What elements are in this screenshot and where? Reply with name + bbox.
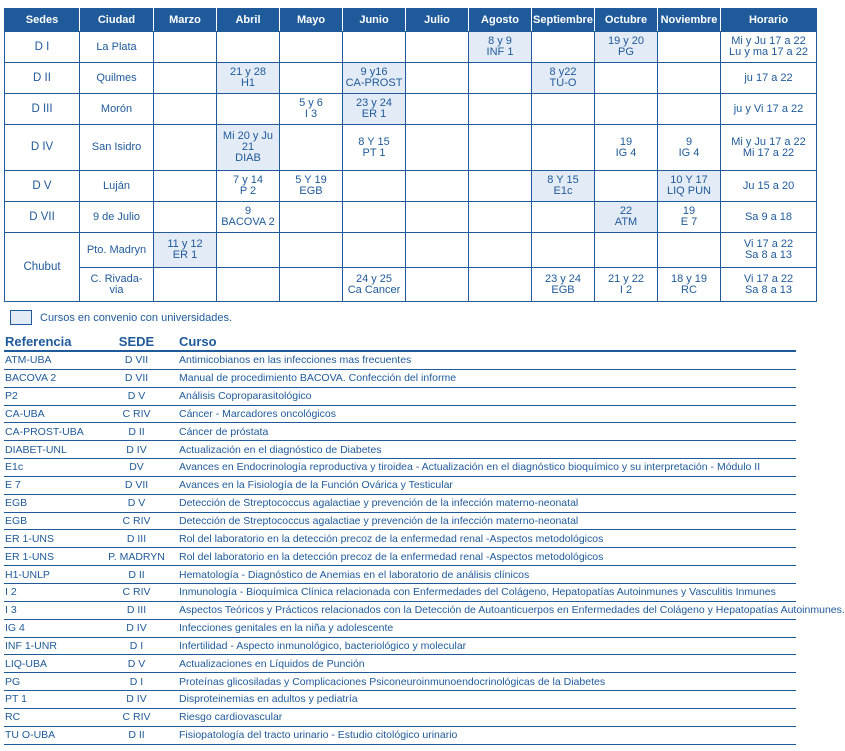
- ref-cell: PT 1: [4, 691, 94, 709]
- month-cell: [343, 233, 406, 268]
- ref-cell: D II: [94, 566, 178, 584]
- column-header: Mayo: [280, 9, 343, 32]
- month-cell: [595, 268, 658, 302]
- cell-line: 23 y 24: [544, 272, 582, 285]
- ref-row: [4, 476, 796, 494]
- ref-cell: D VII: [94, 369, 178, 387]
- ref-row: [4, 708, 796, 726]
- ref-header: Curso: [178, 332, 796, 351]
- ref-cell: DIABET-UNL: [4, 441, 94, 459]
- cell-line: Mi y Ju 17 a 22: [731, 35, 806, 47]
- ref-cell: Detección de Streptococcus agalactiae y prevención de la infección materno-neonatal: [178, 494, 796, 512]
- cell-line: Ca Cancer: [347, 283, 401, 296]
- ref-row: [4, 619, 796, 637]
- ref-cell: INF 1-UNR: [4, 637, 94, 655]
- month-cell: [280, 268, 343, 302]
- cell-line: 9: [244, 205, 252, 217]
- ref-cell: C RIV: [94, 405, 178, 423]
- ref-cell: Análisis Coproparasitológico: [178, 387, 796, 405]
- cell-line: Vi 17 a 22: [743, 272, 794, 285]
- column-header: Junio: [343, 9, 406, 32]
- ref-cell: I 2: [4, 583, 94, 601]
- ref-row: [4, 726, 796, 744]
- cell-line: San Isidro: [91, 141, 142, 153]
- references-table: [4, 332, 845, 745]
- cell-line: 19: [619, 135, 633, 148]
- legend: [10, 309, 232, 326]
- cell-line: ER 1: [361, 108, 387, 120]
- ref-row: [4, 423, 796, 441]
- column-header: Sedes: [5, 9, 80, 32]
- ref-cell: D III: [94, 530, 178, 548]
- legend-label: Cursos en convenio con universidades.: [40, 311, 233, 324]
- cell-line: EGB: [299, 185, 323, 197]
- horario-cell: [721, 63, 817, 94]
- ref-header: SEDE: [94, 332, 178, 351]
- month-cell: [343, 202, 406, 233]
- ref-cell: EGB: [4, 512, 94, 530]
- month-cell: [595, 202, 658, 233]
- ref-cell: Proteínas glicosiladas y Complicaciones Psiconeuroinmunoendocrinológicas de la Diabetes: [178, 673, 796, 691]
- month-cell: [280, 63, 343, 94]
- cell-line: La Plata: [96, 40, 137, 53]
- month-cell: [154, 268, 217, 302]
- month-cell: [595, 32, 658, 63]
- month-cell: [658, 171, 721, 202]
- cell-line: ER 1: [172, 249, 198, 261]
- month-cell: [154, 233, 217, 268]
- ref-row: [4, 548, 796, 566]
- ref-cell: Avances en la Fisiología de la Función Ovárica y Testicular: [178, 476, 796, 494]
- ref-cell: CA-PROST-UBA: [4, 423, 94, 441]
- ref-row: [4, 512, 796, 530]
- cell-line: RC: [681, 283, 697, 296]
- ref-cell: Disproteinemias en adultos y pediatría: [178, 691, 796, 709]
- cell-line: 7 y 14: [233, 174, 263, 186]
- month-cell: [469, 63, 532, 94]
- cell-line: ATM: [614, 216, 638, 228]
- cell-line: 11 y 12: [167, 238, 203, 250]
- month-cell: [217, 171, 280, 202]
- month-cell: [595, 125, 658, 171]
- schedule-row: [5, 94, 817, 125]
- cell-line: 10 Y 17: [670, 174, 708, 186]
- cell-line: 9: [685, 135, 693, 148]
- cell-line: CA-PROST: [345, 77, 403, 89]
- schedule-row: [5, 63, 817, 94]
- month-cell: [343, 63, 406, 94]
- month-cell: [469, 125, 532, 171]
- ref-cell: D V: [94, 655, 178, 673]
- month-cell: [343, 32, 406, 63]
- cell-line: Morón: [100, 102, 133, 115]
- ref-cell: C RIV: [94, 512, 178, 530]
- month-cell: [406, 202, 469, 233]
- cell-line: IG 4: [615, 146, 637, 159]
- month-cell: [658, 233, 721, 268]
- month-cell: [532, 202, 595, 233]
- ref-cell: LIQ-UBA: [4, 655, 94, 673]
- cell-line: via: [109, 283, 124, 296]
- cell-line: 9 y16: [360, 66, 388, 78]
- month-cell: [280, 202, 343, 233]
- month-cell: [595, 233, 658, 268]
- ref-cell: Fisiopatología del tracto urinario - Estudio citológico urinario: [178, 726, 796, 744]
- ref-row: [4, 530, 796, 548]
- cell-line: BACOVA 2: [221, 216, 275, 228]
- cell-line: Sa 8 a 13: [744, 283, 793, 296]
- schedule-row: [5, 32, 817, 63]
- ref-cell: E1c: [4, 459, 94, 477]
- ref-row: [4, 459, 796, 477]
- cell-line: Quilmes: [96, 71, 137, 84]
- month-cell: [658, 32, 721, 63]
- ciudad-cell: [80, 202, 154, 233]
- ref-cell: PG: [4, 673, 94, 691]
- sede-cell: D IV: [5, 125, 80, 171]
- ref-cell: D IV: [94, 691, 178, 709]
- ref-cell: P2: [4, 387, 94, 405]
- horario-cell: [721, 94, 817, 125]
- cell-line: I 3: [304, 108, 318, 120]
- ref-cell: D VII: [94, 476, 178, 494]
- month-cell: [406, 125, 469, 171]
- sede-cell: Chubut: [5, 233, 80, 302]
- ref-cell: ATM-UBA: [4, 351, 94, 369]
- month-cell: [532, 233, 595, 268]
- schedule-row: [5, 233, 817, 268]
- ref-cell: D III: [94, 601, 178, 619]
- ciudad-cell: [80, 125, 154, 171]
- month-cell: [469, 233, 532, 268]
- month-cell: [469, 171, 532, 202]
- ref-cell: Actualizaciones en Líquidos de Punción: [178, 655, 796, 673]
- cell-line: Mi 17 a 22: [742, 146, 795, 159]
- cell-line: 9 de Julio: [92, 210, 141, 223]
- month-cell: [595, 63, 658, 94]
- ref-cell: C RIV: [94, 583, 178, 601]
- column-header: Ciudad: [80, 9, 154, 32]
- ref-cell: TU O-UBA: [4, 726, 94, 744]
- month-cell: [154, 171, 217, 202]
- ref-cell: E 7: [4, 476, 94, 494]
- cell-line: Mi 20 y Ju: [222, 130, 274, 142]
- cell-line: Vi 17 a 22: [743, 238, 794, 250]
- ref-cell: D I: [94, 673, 178, 691]
- cell-line: 24 y 25: [355, 272, 393, 285]
- ref-cell: IG 4: [4, 619, 94, 637]
- month-cell: [343, 268, 406, 302]
- month-cell: [217, 94, 280, 125]
- month-cell: [280, 94, 343, 125]
- cell-line: ju y Vi 17 a 22: [733, 102, 804, 115]
- ref-row: [4, 691, 796, 709]
- month-cell: [343, 171, 406, 202]
- ref-row: [4, 405, 796, 423]
- ref-cell: EGB: [4, 494, 94, 512]
- cell-line: E1c: [553, 185, 573, 197]
- legend-swatch: [10, 310, 32, 325]
- ref-cell: Cáncer de próstata: [178, 423, 796, 441]
- ref-cell: C RIV: [94, 708, 178, 726]
- schedule-row: [5, 171, 817, 202]
- ref-row: [4, 601, 796, 619]
- month-cell: [532, 125, 595, 171]
- ref-cell: BACOVA 2: [4, 369, 94, 387]
- month-cell: [280, 171, 343, 202]
- horario-cell: [721, 233, 817, 268]
- ref-row: [4, 566, 796, 584]
- cell-line: 5 y 6: [299, 97, 323, 109]
- cell-line: Luján: [103, 179, 130, 192]
- column-header: Agosto: [469, 9, 532, 32]
- horario-cell: [721, 202, 817, 233]
- month-cell: [658, 268, 721, 302]
- column-header: Abril: [217, 9, 280, 32]
- schedule-header-row: [5, 9, 817, 32]
- month-cell: [217, 202, 280, 233]
- ref-cell: CA-UBA: [4, 405, 94, 423]
- month-cell: [343, 125, 406, 171]
- cell-line: 21 y 22: [607, 272, 645, 285]
- month-cell: [469, 268, 532, 302]
- cell-line: H1: [240, 77, 256, 89]
- ref-row: [4, 637, 796, 655]
- cell-line: 8 y 9: [488, 35, 512, 47]
- ref-cell: Rol del laboratorio en la detección precoz de la enfermedad renal -Aspectos metodológicos: [178, 530, 796, 548]
- month-cell: [469, 32, 532, 63]
- horario-cell: [721, 125, 817, 171]
- sede-cell: D V: [5, 171, 80, 202]
- sede-cell: D I: [5, 32, 80, 63]
- ref-row: [4, 441, 796, 459]
- ref-cell: Inmunología - Bioquímica Clínica relacionada con Enfermedades del Colágeno, Hepatopatías Autoinmunes y Vasculitis Inmunes: [178, 583, 796, 601]
- ref-cell: D I: [94, 637, 178, 655]
- cell-line: 8 y22: [549, 66, 577, 78]
- ref-header: Referencia: [4, 332, 94, 351]
- cell-line: INF 1: [486, 46, 514, 58]
- month-cell: [658, 125, 721, 171]
- cell-line: 8 Y 15: [547, 174, 579, 186]
- ref-cell: D II: [94, 726, 178, 744]
- cell-line: 5 Y 19: [295, 174, 327, 186]
- cell-line: E 7: [680, 216, 698, 228]
- ref-cell: D V: [94, 494, 178, 512]
- ciudad-cell: [80, 32, 154, 63]
- month-cell: [406, 94, 469, 125]
- ref-cell: Antimicobianos en las infecciones mas frecuentes: [178, 351, 796, 369]
- column-header: Marzo: [154, 9, 217, 32]
- cell-line: Mi y Ju 17 a 22: [731, 135, 806, 148]
- ref-cell: Infecciones genitales en la niña y adolescente: [178, 619, 796, 637]
- month-cell: [658, 94, 721, 125]
- column-header: Horario: [721, 9, 817, 32]
- ref-cell: Detección de Streptococcus agalactiae y prevención de la infección materno-neonatal: [178, 512, 796, 530]
- sede-cell: D VII: [5, 202, 80, 233]
- horario-cell: [721, 268, 817, 302]
- cell-line: Lu y ma 17 a 22: [729, 46, 808, 58]
- cell-line: PT 1: [362, 146, 386, 159]
- month-cell: [469, 202, 532, 233]
- ciudad-cell: [80, 94, 154, 125]
- references-header-row: [4, 332, 796, 351]
- month-cell: [532, 171, 595, 202]
- ciudad-cell: [80, 233, 154, 268]
- ref-cell: ER 1-UNS: [4, 548, 94, 566]
- schedule-table: [4, 8, 817, 302]
- ref-row: [4, 583, 796, 601]
- month-cell: [658, 63, 721, 94]
- cell-line: IG 4: [678, 146, 700, 159]
- month-cell: [154, 32, 217, 63]
- cell-line: PG: [618, 46, 634, 58]
- month-cell: [154, 202, 217, 233]
- ref-cell: Avances en Endocrinología reproductiva y tiroidea - Actualización en el diagnóstico bioquímico y su interpretación - Módulo II: [178, 459, 796, 477]
- cell-line: EGB: [551, 283, 575, 296]
- cell-line: Sa 8 a 13: [744, 249, 793, 261]
- cell-line: 18 y 19: [670, 272, 708, 285]
- ciudad-cell: [80, 63, 154, 94]
- sede-cell: D II: [5, 63, 80, 94]
- ref-row: [4, 655, 796, 673]
- cell-line: Sa 9 a 18: [744, 210, 793, 223]
- cell-line: 23 y 24: [355, 97, 393, 109]
- month-cell: [280, 125, 343, 171]
- cell-line: Ju 15 a 20: [742, 179, 795, 192]
- schedule-row: [5, 125, 817, 171]
- cell-line: 22: [619, 205, 633, 217]
- ref-cell: Manual de procedimiento BACOVA. Confección del informe: [178, 369, 796, 387]
- ref-row: [4, 387, 796, 405]
- ref-cell: Infertilidad - Aspecto inmunológico, bacteriológico y molecular: [178, 637, 796, 655]
- ref-cell: Aspectos Teóricos y Prácticos relacionados con la Detección de Autoanticuerpos en Enfermedades del Colágeno y Hepatopatías Autoinmunes.: [178, 601, 796, 619]
- horario-cell: [721, 32, 817, 63]
- ref-cell: D IV: [94, 619, 178, 637]
- month-cell: [406, 32, 469, 63]
- ref-cell: D II: [94, 423, 178, 441]
- schedule-row: [5, 202, 817, 233]
- ref-row: [4, 673, 796, 691]
- cell-line: 19 y 20: [607, 35, 645, 47]
- month-cell: [217, 32, 280, 63]
- month-cell: [280, 32, 343, 63]
- month-cell: [532, 63, 595, 94]
- cell-line: DIAB: [235, 152, 261, 164]
- ciudad-cell: [80, 268, 154, 302]
- cell-line: 8 Y 15: [358, 135, 390, 148]
- schedule-row: [5, 268, 817, 302]
- month-cell: [154, 125, 217, 171]
- ref-row: [4, 494, 796, 512]
- cell-line: ju 17 a 22: [744, 71, 793, 84]
- ref-cell: ER 1-UNS: [4, 530, 94, 548]
- cell-line: 19: [682, 205, 696, 217]
- column-header: Noviembre: [658, 9, 721, 32]
- month-cell: [217, 125, 280, 171]
- ref-cell: I 3: [4, 601, 94, 619]
- cell-line: TU-O: [549, 77, 577, 89]
- month-cell: [280, 233, 343, 268]
- cell-line: 21 y 28: [229, 66, 267, 78]
- month-cell: [469, 94, 532, 125]
- ref-cell: P. MADRYN: [94, 548, 178, 566]
- month-cell: [154, 63, 217, 94]
- ref-cell: D V: [94, 387, 178, 405]
- month-cell: [595, 94, 658, 125]
- column-header: Julio: [406, 9, 469, 32]
- month-cell: [406, 268, 469, 302]
- month-cell: [532, 268, 595, 302]
- cell-line: I 2: [619, 283, 633, 296]
- column-header: Octubre: [595, 9, 658, 32]
- column-header: Septiembre: [532, 9, 595, 32]
- ref-cell: H1-UNLP: [4, 566, 94, 584]
- ref-cell: Hematología - Diagnóstico de Anemias en el laboratorio de análisis clínicos: [178, 566, 796, 584]
- ref-cell: D VII: [94, 351, 178, 369]
- ref-cell: Cáncer - Marcadores oncológicos: [178, 405, 796, 423]
- sede-cell: D III: [5, 94, 80, 125]
- ref-cell: D IV: [94, 441, 178, 459]
- month-cell: [343, 94, 406, 125]
- cell-line: LIQ PUN: [666, 185, 711, 197]
- horario-cell: [721, 171, 817, 202]
- ref-row: [4, 369, 796, 387]
- ref-cell: Actualización en el diagnóstico de Diabetes: [178, 441, 796, 459]
- ciudad-cell: [80, 171, 154, 202]
- cell-line: P 2: [239, 185, 257, 197]
- month-cell: [658, 202, 721, 233]
- cell-line: C. Rivada-: [90, 272, 143, 285]
- ref-row: [4, 351, 796, 369]
- month-cell: [595, 171, 658, 202]
- ref-cell: Riesgo cardiovascular: [178, 708, 796, 726]
- month-cell: [532, 94, 595, 125]
- ref-cell: DV: [94, 459, 178, 477]
- month-cell: [217, 233, 280, 268]
- ref-cell: RC: [4, 708, 94, 726]
- month-cell: [154, 94, 217, 125]
- month-cell: [217, 63, 280, 94]
- month-cell: [406, 63, 469, 94]
- cell-line: Pto. Madryn: [86, 243, 147, 256]
- cell-line: 21: [241, 141, 255, 153]
- month-cell: [406, 171, 469, 202]
- month-cell: [532, 32, 595, 63]
- ref-cell: Rol del laboratorio en la detección precoz de la enfermedad renal -Aspectos metodológicos: [178, 548, 796, 566]
- month-cell: [217, 268, 280, 302]
- month-cell: [406, 233, 469, 268]
